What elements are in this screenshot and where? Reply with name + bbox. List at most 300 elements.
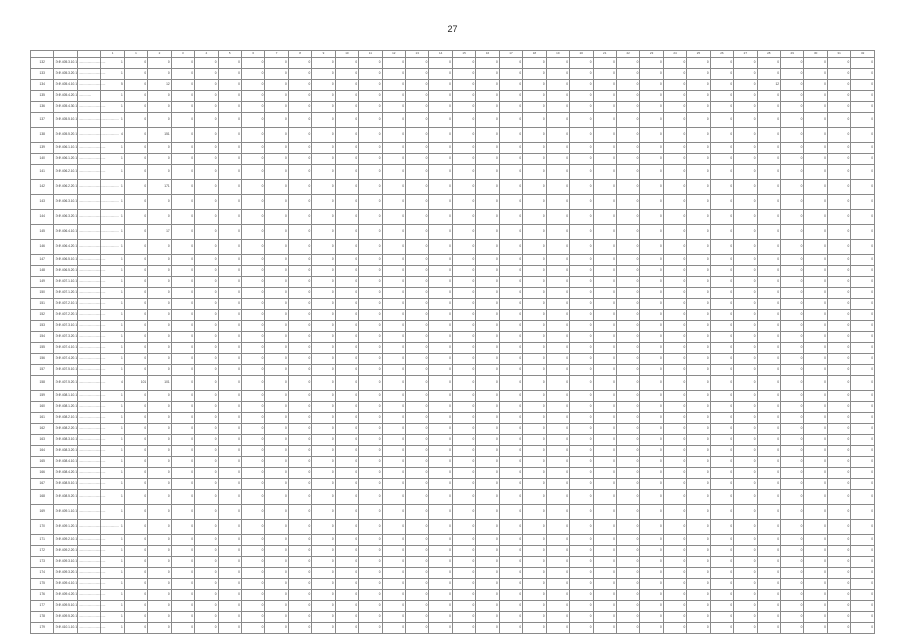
row-number-cell: 169 <box>31 505 54 520</box>
value-cell: 0 <box>523 310 546 321</box>
row-number-cell: 167 <box>31 479 54 490</box>
value-cell: 0 <box>382 343 405 354</box>
value-cell: 0 <box>616 354 639 365</box>
value-cell: 1 <box>101 601 124 612</box>
value-cell: 0 <box>265 568 288 579</box>
value-cell: 1 <box>101 102 124 113</box>
value-cell: 0 <box>663 365 686 376</box>
value-cell: 0 <box>288 402 311 413</box>
value-cell: 1 <box>101 402 124 413</box>
table-row <box>31 165 875 180</box>
value-cell: 0 <box>195 520 218 535</box>
value-cell: 0 <box>124 154 147 165</box>
value-cell: 0 <box>312 310 335 321</box>
value-cell: 0 <box>734 446 757 457</box>
row-code-cell: Э.Ф.405.5.10.1 <box>54 113 77 128</box>
value-cell: 0 <box>757 102 780 113</box>
value-cell: 0 <box>171 277 194 288</box>
value-cell: 1 <box>101 365 124 376</box>
value-cell: 0 <box>382 546 405 557</box>
value-cell: 0 <box>218 91 241 102</box>
column-header: 4 <box>195 51 218 58</box>
value-cell: 0 <box>241 299 264 310</box>
value-cell: 0 <box>312 154 335 165</box>
value-cell: 0 <box>382 255 405 266</box>
column-header: 24 <box>663 51 686 58</box>
value-cell: 0 <box>851 332 875 343</box>
value-cell: 0 <box>734 288 757 299</box>
value-cell: 0 <box>429 299 452 310</box>
row-number-cell: 179 <box>31 623 54 634</box>
value-cell: 0 <box>663 479 686 490</box>
value-cell: 0 <box>218 299 241 310</box>
value-cell: 0 <box>288 165 311 180</box>
value-cell: 0 <box>757 612 780 623</box>
value-cell: 0 <box>523 579 546 590</box>
value-cell: 0 <box>241 277 264 288</box>
value-cell: 0 <box>312 612 335 623</box>
value-cell: 0 <box>781 446 804 457</box>
value-cell: 0 <box>148 266 171 277</box>
value-cell: 0 <box>804 310 827 321</box>
row-number-cell: 148 <box>31 266 54 277</box>
value-cell: 0 <box>734 343 757 354</box>
value-cell: 0 <box>851 180 875 195</box>
value-cell: 0 <box>241 413 264 424</box>
value-cell: 1 <box>101 546 124 557</box>
value-cell: 0 <box>710 80 733 91</box>
value-cell: 0 <box>382 365 405 376</box>
value-cell: 0 <box>195 413 218 424</box>
row-number-cell: 144 <box>31 210 54 225</box>
value-cell: 0 <box>218 343 241 354</box>
value-cell: 0 <box>195 195 218 210</box>
value-cell: 0 <box>616 343 639 354</box>
value-cell: 0 <box>312 354 335 365</box>
value-cell: 0 <box>382 240 405 255</box>
value-cell: 0 <box>241 154 264 165</box>
value-cell: 0 <box>476 579 499 590</box>
value-cell: 0 <box>851 579 875 590</box>
value-cell: 0 <box>687 225 710 240</box>
value-cell: 0 <box>241 365 264 376</box>
value-cell: 0 <box>312 568 335 579</box>
value-cell: 0 <box>218 546 241 557</box>
value-cell: 0 <box>640 113 663 128</box>
value-cell: 0 <box>640 321 663 332</box>
value-cell: 0 <box>593 165 616 180</box>
value-cell: 0 <box>663 546 686 557</box>
value-cell: 0 <box>406 520 429 535</box>
value-cell: 0 <box>640 266 663 277</box>
value-cell: 0 <box>593 225 616 240</box>
value-cell: 0 <box>804 457 827 468</box>
value-cell: 0 <box>499 557 522 568</box>
value-cell: 0 <box>382 332 405 343</box>
value-cell: 0 <box>359 69 382 80</box>
value-cell: 0 <box>734 505 757 520</box>
value-cell: 0 <box>195 579 218 590</box>
value-cell: 0 <box>429 479 452 490</box>
value-cell: 0 <box>241 424 264 435</box>
row-code-cell: Э.Ф.409.3.20.1 <box>54 568 77 579</box>
value-cell: 0 <box>476 520 499 535</box>
value-cell: 0 <box>640 240 663 255</box>
value-cell: 0 <box>148 102 171 113</box>
table-row <box>31 623 875 634</box>
value-cell: 0 <box>757 424 780 435</box>
value-cell: 0 <box>124 332 147 343</box>
value-cell: 0 <box>124 321 147 332</box>
value-cell: 0 <box>616 299 639 310</box>
value-cell: 0 <box>710 568 733 579</box>
value-cell: 0 <box>523 80 546 91</box>
row-code-cell: Э.Ф.407.4.10.1 <box>54 343 77 354</box>
value-cell: 0 <box>687 332 710 343</box>
value-cell: 0 <box>546 225 569 240</box>
value-cell: 0 <box>359 210 382 225</box>
value-cell: 0 <box>593 601 616 612</box>
value-cell: 0 <box>616 128 639 143</box>
value-cell: 0 <box>382 210 405 225</box>
value-cell: 0 <box>335 113 358 128</box>
value-cell: 0 <box>570 299 593 310</box>
value-cell: 0 <box>241 343 264 354</box>
row-code-cell: Э.Ф.406.3.10.1 <box>54 195 77 210</box>
value-cell: 0 <box>382 165 405 180</box>
value-cell: 0 <box>476 277 499 288</box>
row-number-cell: 140 <box>31 154 54 165</box>
value-cell: 0 <box>148 457 171 468</box>
value-cell: 1 <box>101 490 124 505</box>
value-cell: 0 <box>312 91 335 102</box>
value-cell: 0 <box>781 365 804 376</box>
value-cell: 0 <box>288 435 311 446</box>
value-cell: 0 <box>499 568 522 579</box>
value-cell: 0 <box>406 468 429 479</box>
row-name-cell: ............................................. <box>77 520 100 535</box>
value-cell: 0 <box>781 332 804 343</box>
value-cell: 0 <box>499 546 522 557</box>
value-cell: 0 <box>827 58 850 69</box>
value-cell: 1 <box>101 520 124 535</box>
value-cell: 0 <box>335 343 358 354</box>
value-cell: 0 <box>570 623 593 634</box>
row-number-cell: 178 <box>31 612 54 623</box>
value-cell: 0 <box>312 435 335 446</box>
value-cell: 0 <box>312 590 335 601</box>
value-cell: 0 <box>195 143 218 154</box>
value-cell: 0 <box>687 277 710 288</box>
column-header: 17 <box>499 51 522 58</box>
value-cell: 0 <box>265 490 288 505</box>
value-cell: 0 <box>710 299 733 310</box>
value-cell: 0 <box>124 490 147 505</box>
value-cell: 0 <box>757 180 780 195</box>
value-cell: 0 <box>827 590 850 601</box>
value-cell: 0 <box>851 128 875 143</box>
value-cell: 0 <box>359 143 382 154</box>
value-cell: 0 <box>218 58 241 69</box>
value-cell: 0 <box>734 546 757 557</box>
value-cell: 0 <box>124 128 147 143</box>
value-cell: 0 <box>851 102 875 113</box>
value-cell: 0 <box>640 557 663 568</box>
value-cell: 0 <box>827 91 850 102</box>
value-cell: 0 <box>781 255 804 266</box>
value-cell: 0 <box>523 435 546 446</box>
value-cell: 0 <box>851 354 875 365</box>
value-cell: 0 <box>593 505 616 520</box>
value-cell: 0 <box>734 225 757 240</box>
row-code-cell: Э.Ф.408.1.10.1 <box>54 391 77 402</box>
value-cell: 0 <box>757 266 780 277</box>
value-cell: 0 <box>124 91 147 102</box>
value-cell: 0 <box>476 535 499 546</box>
value-cell: 0 <box>546 457 569 468</box>
value-cell: 0 <box>616 435 639 446</box>
value-cell: 0 <box>171 623 194 634</box>
value-cell: 0 <box>804 210 827 225</box>
value-cell: 0 <box>546 601 569 612</box>
value-cell: 0 <box>710 590 733 601</box>
value-cell: 0 <box>523 468 546 479</box>
value-cell: 0 <box>124 546 147 557</box>
value-cell: 0 <box>827 557 850 568</box>
value-cell: 0 <box>335 490 358 505</box>
value-cell: 0 <box>429 623 452 634</box>
value-cell: 0 <box>523 288 546 299</box>
value-cell: 0 <box>148 579 171 590</box>
value-cell: 0 <box>171 332 194 343</box>
row-name-cell: .............................. <box>77 365 100 376</box>
value-cell: 0 <box>452 154 475 165</box>
value-cell: 0 <box>382 568 405 579</box>
row-code-cell: Э.Ф.406.2.20.1 <box>54 180 77 195</box>
value-cell: 0 <box>734 102 757 113</box>
value-cell: 0 <box>452 505 475 520</box>
value-cell: 0 <box>781 91 804 102</box>
value-cell: 0 <box>476 490 499 505</box>
value-cell: 0 <box>406 435 429 446</box>
row-number-cell: 133 <box>31 69 54 80</box>
value-cell: 0 <box>265 255 288 266</box>
value-cell: 0 <box>171 58 194 69</box>
value-cell: 0 <box>452 535 475 546</box>
value-cell: 0 <box>593 535 616 546</box>
value-cell: 0 <box>476 165 499 180</box>
value-cell: 0 <box>663 225 686 240</box>
value-cell: 0 <box>499 80 522 91</box>
value-cell: 0 <box>195 457 218 468</box>
value-cell: 0 <box>851 210 875 225</box>
row-name-cell: .............. <box>77 91 100 102</box>
row-code-cell: Э.Ф.406.4.20.1 <box>54 240 77 255</box>
value-cell: 0 <box>241 240 264 255</box>
value-cell: 0 <box>804 91 827 102</box>
value-cell: 0 <box>593 69 616 80</box>
value-cell: 1 <box>101 266 124 277</box>
value-cell: 0 <box>195 102 218 113</box>
value-cell: 0 <box>335 546 358 557</box>
table-row <box>31 490 875 505</box>
value-cell: 0 <box>452 332 475 343</box>
value-cell: 0 <box>124 505 147 520</box>
value-cell: 0 <box>148 623 171 634</box>
value-cell: 0 <box>663 91 686 102</box>
value-cell: 0 <box>570 402 593 413</box>
value-cell: 0 <box>687 299 710 310</box>
value-cell: 0 <box>241 354 264 365</box>
value-cell: 0 <box>195 446 218 457</box>
value-cell: 0 <box>124 391 147 402</box>
value-cell: 0 <box>663 210 686 225</box>
value-cell: 0 <box>288 579 311 590</box>
value-cell: 0 <box>382 113 405 128</box>
value-cell: 0 <box>757 58 780 69</box>
value-cell: 0 <box>546 435 569 446</box>
value-cell: 0 <box>476 255 499 266</box>
value-cell: 0 <box>851 457 875 468</box>
value-cell: 0 <box>757 546 780 557</box>
table-row <box>31 479 875 490</box>
value-cell: 0 <box>429 402 452 413</box>
value-cell: 0 <box>757 590 780 601</box>
value-cell: 0 <box>452 80 475 91</box>
value-cell: 0 <box>616 277 639 288</box>
value-cell: 0 <box>781 402 804 413</box>
value-cell: 0 <box>640 154 663 165</box>
value-cell: 0 <box>359 457 382 468</box>
value-cell: 0 <box>312 391 335 402</box>
value-cell: 0 <box>593 479 616 490</box>
value-cell: 0 <box>687 535 710 546</box>
value-cell: 0 <box>452 288 475 299</box>
value-cell: 0 <box>218 413 241 424</box>
value-cell: 0 <box>757 623 780 634</box>
value-cell: 0 <box>781 579 804 590</box>
value-cell: 0 <box>195 69 218 80</box>
value-cell: 0 <box>382 446 405 457</box>
value-cell: 0 <box>663 102 686 113</box>
value-cell: 0 <box>218 240 241 255</box>
value-cell: 0 <box>335 446 358 457</box>
value-cell: 0 <box>827 391 850 402</box>
row-code-cell: Э.Ф.410.1.10.1 <box>54 623 77 634</box>
value-cell: 0 <box>499 612 522 623</box>
value-cell: 0 <box>546 165 569 180</box>
value-cell: 0 <box>312 195 335 210</box>
value-cell: 0 <box>687 310 710 321</box>
value-cell: 0 <box>757 154 780 165</box>
value-cell: 0 <box>406 457 429 468</box>
value-cell: 0 <box>827 546 850 557</box>
value-cell: 0 <box>195 365 218 376</box>
value-cell: 0 <box>710 557 733 568</box>
value-cell: 0 <box>663 69 686 80</box>
table-row <box>31 376 875 391</box>
value-cell: 0 <box>734 435 757 446</box>
value-cell: 0 <box>195 601 218 612</box>
value-cell: 0 <box>452 365 475 376</box>
column-header: 16 <box>476 51 499 58</box>
value-cell: 0 <box>546 180 569 195</box>
value-cell: 0 <box>359 601 382 612</box>
value-cell: 4 <box>101 376 124 391</box>
value-cell: 0 <box>851 299 875 310</box>
value-cell: 0 <box>851 391 875 402</box>
value-cell: 0 <box>710 505 733 520</box>
value-cell: 0 <box>804 80 827 91</box>
value-cell: 0 <box>804 435 827 446</box>
value-cell: 0 <box>687 590 710 601</box>
value-cell: 0 <box>593 590 616 601</box>
value-cell: 0 <box>148 91 171 102</box>
value-cell: 0 <box>265 413 288 424</box>
value-cell: 0 <box>523 343 546 354</box>
value-cell: 0 <box>359 424 382 435</box>
value-cell: 0 <box>757 446 780 457</box>
value-cell: 0 <box>640 354 663 365</box>
value-cell: 0 <box>429 446 452 457</box>
value-cell: 1 <box>101 255 124 266</box>
value-cell: 0 <box>335 376 358 391</box>
value-cell: 0 <box>288 391 311 402</box>
row-code-cell: Э.Ф.408.2.10.1 <box>54 413 77 424</box>
value-cell: 0 <box>546 321 569 332</box>
value-cell: 0 <box>781 143 804 154</box>
value-cell: 0 <box>687 102 710 113</box>
value-cell: 0 <box>499 505 522 520</box>
value-cell: 0 <box>804 546 827 557</box>
value-cell: 0 <box>312 332 335 343</box>
value-cell: 0 <box>359 590 382 601</box>
value-cell: 0 <box>265 601 288 612</box>
table-row <box>31 321 875 332</box>
row-number-cell: 165 <box>31 457 54 468</box>
value-cell: 0 <box>757 332 780 343</box>
value-cell: 0 <box>195 165 218 180</box>
value-cell: 0 <box>827 568 850 579</box>
value-cell: 0 <box>171 266 194 277</box>
value-cell: 0 <box>851 402 875 413</box>
value-cell: 0 <box>546 402 569 413</box>
value-cell: 0 <box>124 277 147 288</box>
value-cell: 0 <box>593 255 616 266</box>
value-cell: 0 <box>452 557 475 568</box>
value-cell: 0 <box>241 468 264 479</box>
value-cell: 0 <box>734 568 757 579</box>
row-name-cell: .............................. <box>77 288 100 299</box>
value-cell: 0 <box>195 225 218 240</box>
value-cell: 0 <box>452 468 475 479</box>
value-cell: 0 <box>663 266 686 277</box>
value-cell: 0 <box>335 240 358 255</box>
value-cell: 0 <box>827 240 850 255</box>
value-cell: 0 <box>406 240 429 255</box>
value-cell: 0 <box>734 612 757 623</box>
value-cell: 0 <box>171 391 194 402</box>
row-code-cell: Э.Ф.409.5.10.1 <box>54 601 77 612</box>
value-cell: 0 <box>851 80 875 91</box>
value-cell: 0 <box>359 277 382 288</box>
value-cell: 0 <box>406 154 429 165</box>
value-cell: 0 <box>546 91 569 102</box>
row-code-cell: Э.Ф.409.4.20.1 <box>54 590 77 601</box>
value-cell: 0 <box>124 535 147 546</box>
value-cell: 0 <box>406 58 429 69</box>
value-cell: 0 <box>476 128 499 143</box>
